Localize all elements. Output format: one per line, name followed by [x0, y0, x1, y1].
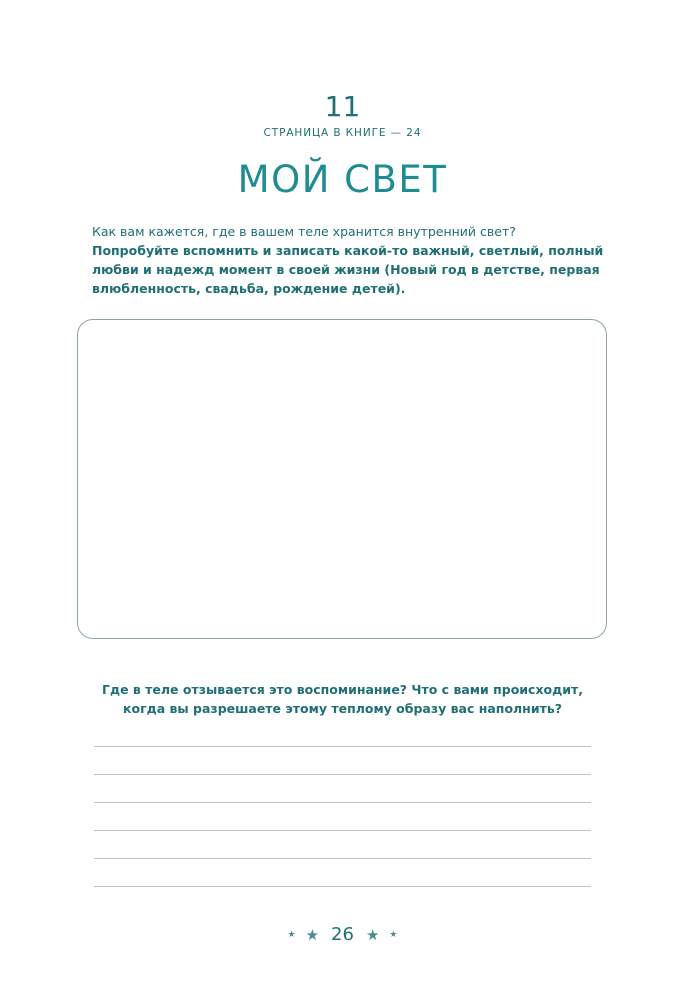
star-icon: ★ — [365, 925, 380, 944]
followup-line-1: Где в теле отзывается это воспоминание? Что с вами происходит, — [102, 682, 583, 697]
writing-lines[interactable] — [94, 746, 591, 914]
writing-line[interactable] — [94, 830, 591, 831]
page-footer — [0, 924, 685, 945]
star-icon: ★ — [287, 929, 296, 940]
writing-line[interactable] — [94, 858, 591, 859]
writing-line[interactable] — [94, 774, 591, 775]
page-number: 26 — [331, 924, 354, 945]
writing-line[interactable] — [94, 802, 591, 803]
intro-instruction: Попробуйте вспомнить и записать какой-то важный, светлый, полный любви и надежд момент в своей жизни (Новый год в детстве, первая влюбленность, свадьба, рождение детей). — [92, 243, 604, 296]
followup-line-2: когда вы разрешаете этому теплому образу вас наполнить? — [123, 701, 562, 716]
followup-question — [60, 680, 625, 718]
star-icon: ★ — [389, 929, 398, 940]
exercise-number: 11 — [324, 90, 361, 123]
intro-question: Как вам кажется, где в вашем теле хранится внутренний свет? — [92, 224, 516, 239]
writing-line[interactable] — [94, 746, 591, 747]
intro-text — [92, 222, 612, 298]
answer-box[interactable] — [77, 319, 607, 639]
book-page-reference: СТРАНИЦА В КНИГЕ — 24 — [263, 127, 422, 139]
writing-line[interactable] — [94, 886, 591, 887]
page-title: МОЙ СВЕТ — [237, 158, 448, 201]
star-icon: ★ — [305, 925, 320, 944]
